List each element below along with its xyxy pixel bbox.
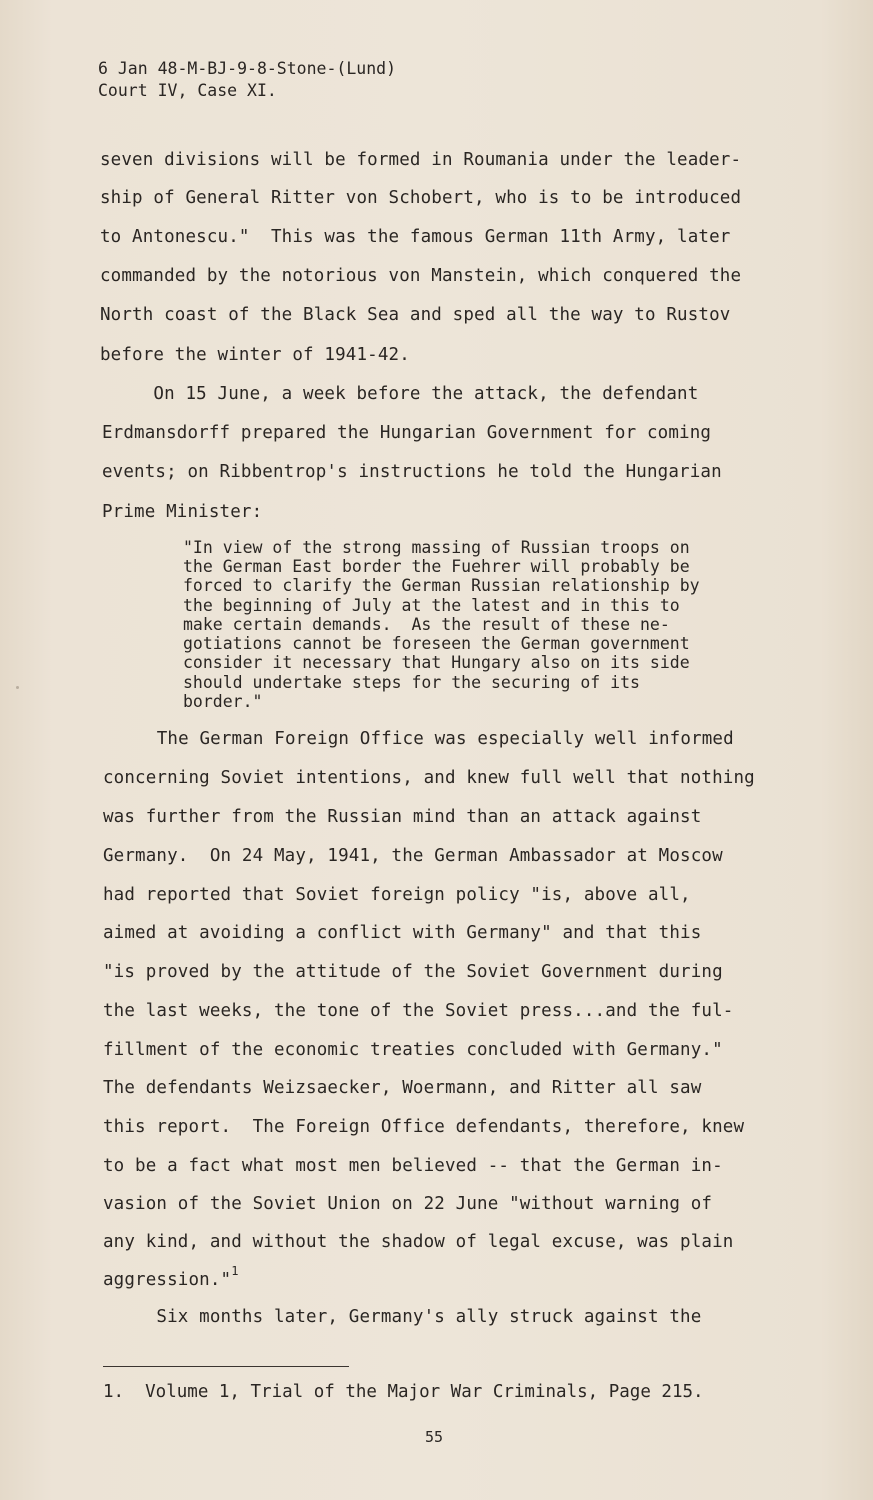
quote-line: consider it necessary that Hungary also on its side (183, 653, 690, 672)
quote-line: make certain demands. As the result of these ne- (183, 615, 670, 634)
footnote-divider (103, 1366, 349, 1367)
text-line: any kind, and without the shadow of legal excuse, was plain (103, 1232, 734, 1252)
quote-line: gotiations cannot be foreseen the German government (183, 634, 690, 653)
text-line: commanded by the notorious von Manstein, which conquered the (100, 266, 742, 286)
text-line: On 15 June, a week before the attack, the defendant (100, 384, 699, 404)
footnote-marker: 1 (231, 1264, 239, 1278)
quote-line: should undertake steps for the securing of its (183, 673, 640, 692)
text-line: vasion of the Soviet Union on 22 June "without warning of (103, 1194, 713, 1214)
text-line: concerning Soviet intentions, and knew full well that nothing (103, 768, 755, 788)
text-line: the last weeks, the tone of the Soviet press...and the ful- (103, 1001, 734, 1021)
text-line: was further from the Russian mind than an attack against (103, 807, 702, 827)
text-line: aimed at avoiding a conflict with Germany" and that this (103, 923, 702, 943)
footnote: 1. Volume 1, Trial of the Major War Criminals, Page 215. (103, 1382, 704, 1402)
text-line: before the winter of 1941-42. (100, 345, 410, 365)
quote-line: the beginning of July at the latest and in this to (183, 596, 680, 615)
text-line: Prime Minister: (102, 502, 263, 522)
page-number: 55 (425, 1428, 444, 1446)
text-line: to Antonescu." This was the famous German 11th Army, later (100, 227, 731, 247)
text-line: Erdmansdorff prepared the Hungarian Government for coming (102, 423, 712, 443)
paper-speck (16, 686, 19, 689)
header-line-2: Court IV, Case XI. (98, 81, 277, 100)
text-line: North coast of the Black Sea and sped all the way to Rustov (100, 305, 731, 325)
text-line: "is proved by the attitude of the Soviet Government during (103, 962, 723, 982)
quote-line: the German East border the Fuehrer will probably be (183, 557, 690, 576)
header-line-1: 6 Jan 48-M-BJ-9-8-Stone-(Lund) (98, 59, 397, 78)
quote-line: forced to clarify the German Russian relationship by (183, 576, 700, 595)
text-line: this report. The Foreign Office defendants, therefore, knew (103, 1117, 745, 1137)
text-line: to be a fact what most men believed -- that the German in- (103, 1156, 723, 1176)
quote-line: "In view of the strong massing of Russian troops on (183, 538, 690, 557)
quote-line: border." (183, 692, 263, 711)
text-line: had reported that Soviet foreign policy "is, above all, (103, 885, 691, 905)
document-header (98, 58, 396, 102)
text-line: Germany. On 24 May, 1941, the German Ambassador at Moscow (103, 846, 723, 866)
text-line: Six months later, Germany's ally struck against the (103, 1307, 702, 1327)
text-line: seven divisions will be formed in Roumania under the leader- (100, 150, 742, 170)
aggression-text: aggression." (103, 1270, 232, 1290)
text-line: The defendants Weizsaecker, Woermann, and Ritter all saw (103, 1078, 702, 1098)
text-line: The German Foreign Office was especially well informed (114, 729, 734, 749)
text-line: fillment of the economic treaties concluded with Germany." (103, 1040, 723, 1060)
text-line: events; on Ribbentrop's instructions he told the Hungarian (102, 462, 722, 482)
text-line: ship of General Ritter von Schobert, who is to be introduced (100, 188, 742, 208)
text-line-aggression (103, 1264, 239, 1290)
